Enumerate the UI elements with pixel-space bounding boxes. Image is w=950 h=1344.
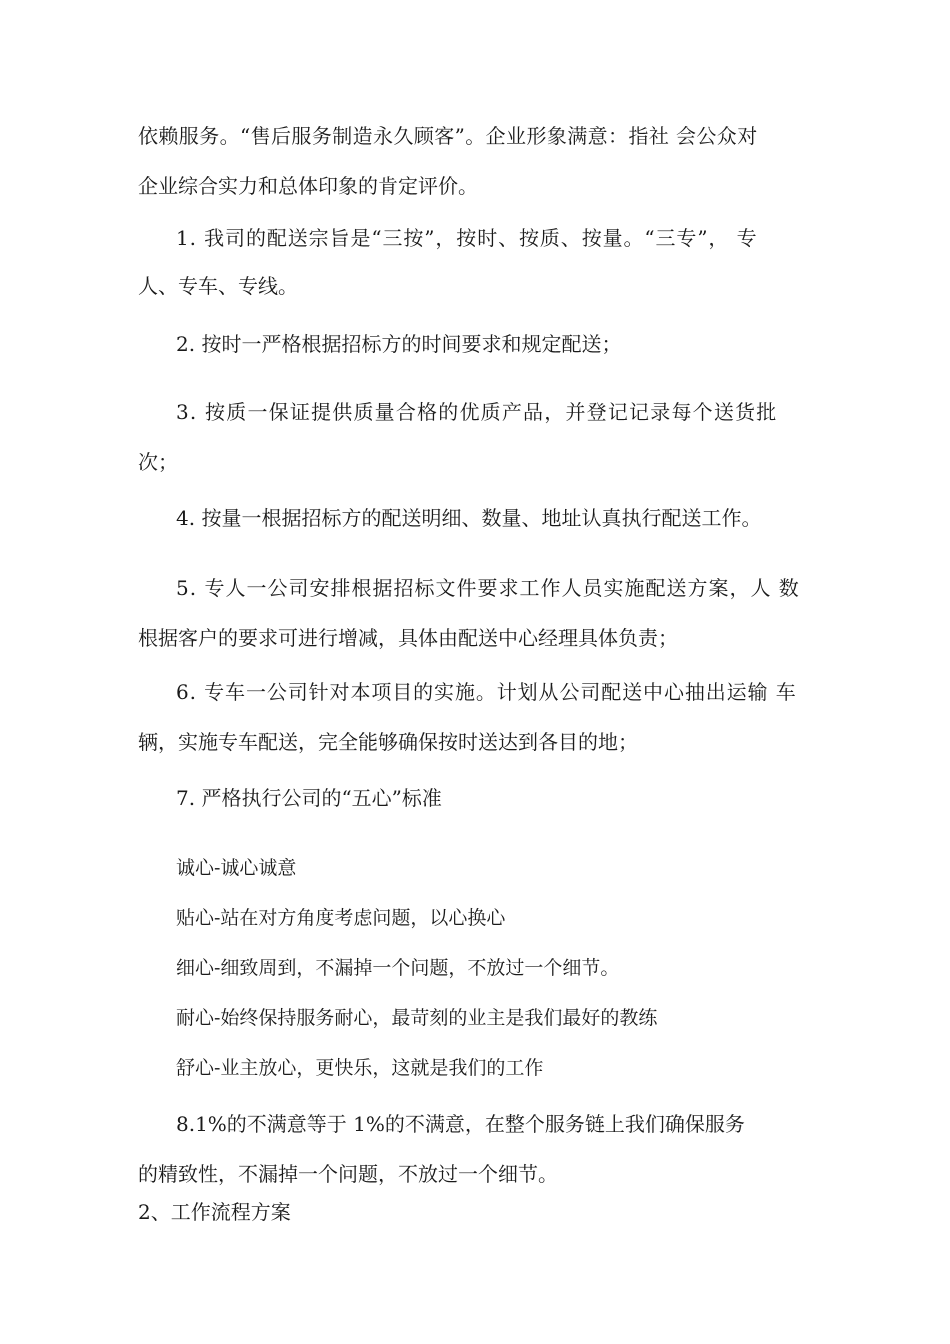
item-8-line-1: 8.1%的不满意等于 1%的不满意，在整个服务链上我们确保服务 xyxy=(176,1112,745,1136)
five-hearts-item-5: 舒心-业主放心，更快乐，这就是我们的工作 xyxy=(176,1057,544,1079)
intro-line-1: 依赖服务。“售后服务制造永久顾客”。企业形象满意：指社 会公众对 xyxy=(138,124,758,148)
five-hearts-item-1: 诚心-诚心诚意 xyxy=(176,857,297,879)
item-5-line-2: 根据客户的要求可进行增减，具体由配送中心经理具体负责； xyxy=(138,626,678,650)
item-1-line-1: 1. 我司的配送宗旨是“三按”，按时、按质、按量。“三专”， 专 xyxy=(176,226,758,250)
item-6-line-1: 6. 专车一公司针对本项目的实施。计划从公司配送中心抽出运输 车 xyxy=(176,680,797,704)
item-8-line-2: 的精致性，不漏掉一个问题，不放过一个细节。 xyxy=(138,1162,558,1186)
item-5-line-1: 5. 专人一公司安排根据招标文件要求工作人员实施配送方案，人 数 xyxy=(176,576,800,600)
section-heading: 2、工作流程方案 xyxy=(138,1200,291,1224)
five-hearts-item-3: 细心-细致周到，不漏掉一个问题，不放过一个细节。 xyxy=(176,957,620,979)
item-2: 2. 按时一严格根据招标方的时间要求和规定配送； xyxy=(176,332,622,356)
item-4: 4. 按量一根据招标方的配送明细、数量、地址认真执行配送工作。 xyxy=(176,506,762,530)
item-7: 7. 严格执行公司的“五心”标准 xyxy=(176,786,442,810)
five-hearts-item-2: 贴心-站在对方角度考虑问题，以心换心 xyxy=(176,907,506,929)
five-hearts-item-4: 耐心-始终保持服务耐心，最苛刻的业主是我们最好的教练 xyxy=(176,1007,658,1029)
item-1-line-2: 人、专车、专线。 xyxy=(138,274,298,298)
item-3-line-2: 次； xyxy=(138,450,178,474)
intro-line-2: 企业综合实力和总体印象的肯定评价。 xyxy=(138,174,478,198)
item-6-line-2: 辆，实施专车配送，完全能够确保按时送达到各目的地； xyxy=(138,730,638,754)
item-3-line-1: 3. 按质一保证提供质量合格的优质产品，并登记记录每个送货批 xyxy=(176,400,778,424)
